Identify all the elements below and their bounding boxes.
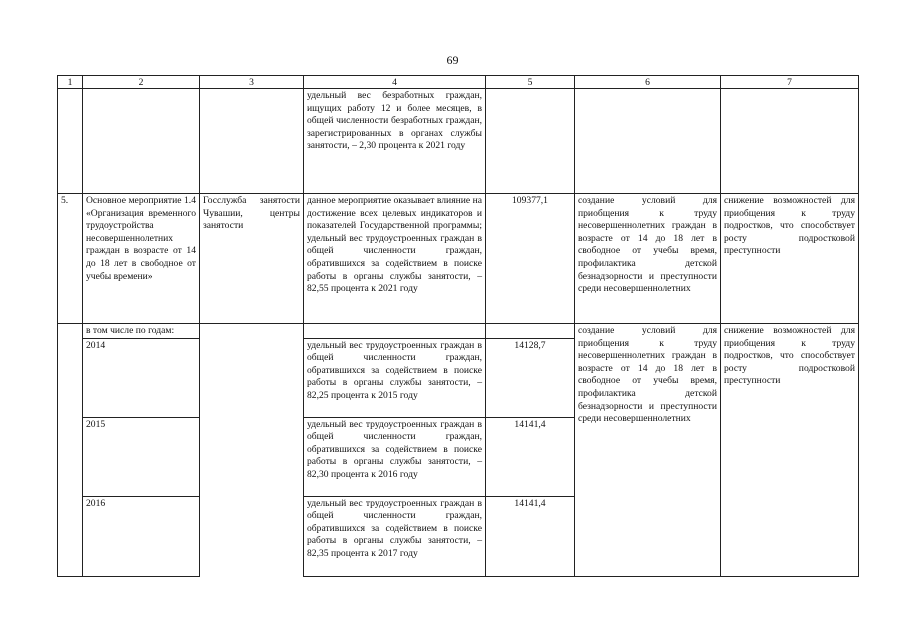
table-row-years-label [58, 324, 859, 339]
page-number: 69 [446, 53, 459, 67]
row-number: 5. [58, 194, 83, 324]
year-label: 2014 [83, 338, 200, 417]
event-amount: 109377,1 [486, 194, 575, 324]
year-indicator: удельный вес трудоустроенных граждан в общей численности граждан, обратившихся за содействием в поиске работы в органы службы занятости, – 82,25 процента к 2015 году [304, 338, 486, 417]
table-row-event-5 [58, 194, 859, 324]
year-indicator: удельный вес трудоустроенных граждан в общей численности граждан, обратившихся за содействием в поиске работы в органы службы занятости, – 82,30 процента к 2016 году [304, 417, 486, 496]
header-col-3: 3 [200, 76, 304, 89]
years-effect: снижение возможностей для приобщения к труду подростков, что способствует росту подростковой преступности [721, 324, 859, 577]
header-col-6: 6 [575, 76, 721, 89]
event-effect: снижение возможностей для приобщения к труду подростков, что способствует росту подростковой преступности [721, 194, 859, 324]
header-col-1: 1 [58, 76, 83, 89]
continuation-indicator: удельный вес безработных граждан, ищущих работу 12 и более месяцев, в общей численности безработных граждан, зарегистрированных в органах службы занятости, – 2,30 процента к 2021 году [304, 89, 486, 194]
event-result: создание условий для приобщения к труду несовершеннолетних граждан в возрасте от 14 до 18 лет в свободное от учебы время, профилактика детской безнадзорности и преступности среди несовершеннолетних [575, 194, 721, 324]
years-result: создание условий для приобщения к труду несовершеннолетних граждан в возрасте от 14 до 18 лет в свободное от учебы время, профилактика детской безнадзорности и преступности среди несовершеннолетних [575, 324, 721, 577]
header-col-2: 2 [83, 76, 200, 89]
program-table [57, 75, 859, 577]
table-row-continuation [58, 89, 859, 194]
year-amount: 14128,7 [486, 338, 575, 417]
event-indicator: данное мероприятие оказывает влияние на достижение всех целевых индикаторов и показателей Государственной программы; удельный вес трудоустроенных граждан в общей численности граждан, обратившихся за содействием в поиске работы в органы службы занятости, – 82,55 процента к 2021 году [304, 194, 486, 324]
event-name: Основное мероприятие 1.4 «Организация временного трудоустройства несовершеннолетних граждан в возрасте от 14 до 18 лет в свободное от учебы времени» [83, 194, 200, 324]
table-header-row [58, 76, 859, 89]
year-label: 2015 [83, 417, 200, 496]
header-col-4: 4 [304, 76, 486, 89]
header-col-5: 5 [486, 76, 575, 89]
year-label: 2016 [83, 496, 200, 576]
year-amount: 14141,4 [486, 417, 575, 496]
years-label: в том числе по годам: [83, 324, 200, 339]
year-amount: 14141,4 [486, 496, 575, 576]
event-executor: Госслужба занятости Чувашии, центры занятости [200, 194, 304, 324]
year-indicator: удельный вес трудоустроенных граждан в общей численности граждан, обратившихся за содействием в поиске работы в органы службы занятости, – 82,35 процента к 2017 году [304, 496, 486, 576]
header-col-7: 7 [721, 76, 859, 89]
